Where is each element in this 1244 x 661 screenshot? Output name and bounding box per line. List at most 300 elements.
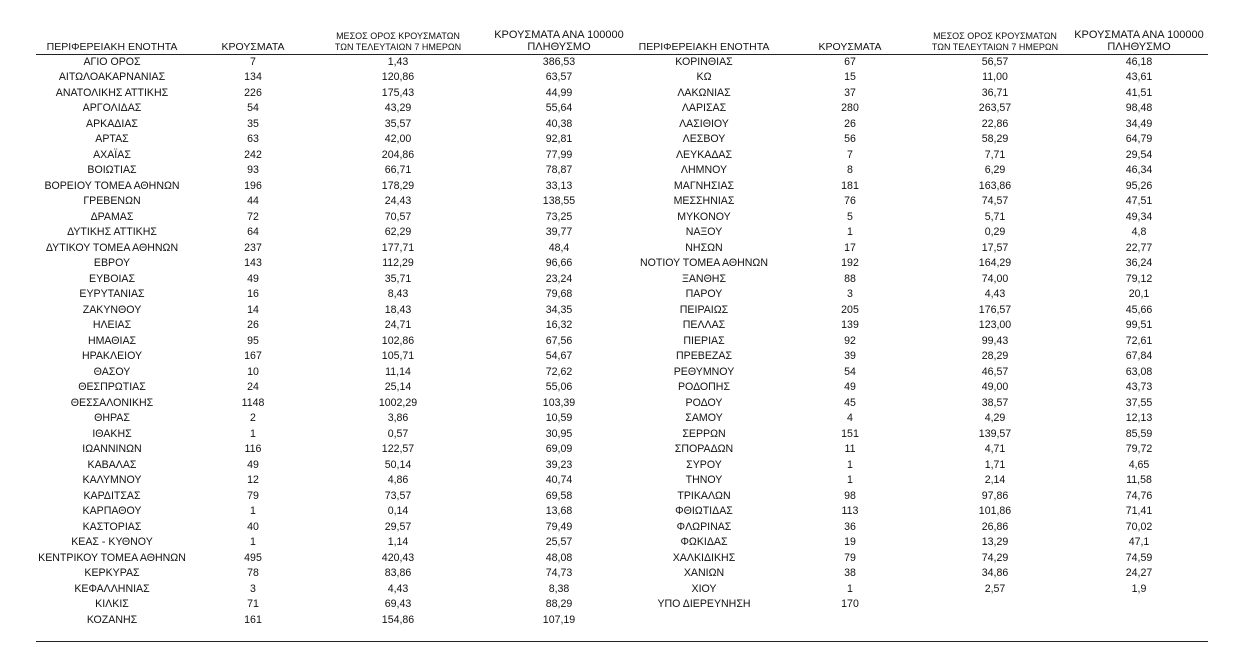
table-row [36,551,640,567]
average-cell: 17,57 [981,241,1009,254]
cases-cell: 16 [247,288,259,300]
average-cell: 38,57 [981,396,1009,409]
left-table-block [36,20,640,628]
average-cell: 74,00 [981,272,1009,285]
table-row [628,272,1208,288]
region-cell: ΑΝΑΤΟΛΙΚΗΣ ΑΤΤΙΚΗΣ [55,86,169,99]
average-cell: 1002,29 [378,396,418,409]
table-row [36,54,640,70]
average-cell: 122,57 [381,443,415,455]
region-cell: ΧΙΟΥ [691,582,717,595]
cases-cell: 5 [847,210,853,223]
per-100000-cell: 8,38 [548,582,570,595]
region-cell: ΡΟΔΟΥ [685,396,723,409]
table-row [36,380,640,396]
cases-cell: 237 [244,241,262,254]
average-cell: 0,29 [984,226,1006,238]
cases-cell: 54 [844,365,856,378]
per-100000-cell: 138,55 [542,195,576,207]
per-100000-cell: 22,77 [1125,241,1153,254]
region-cell: ΚΑΛΥΜΝΟΥ [82,474,142,486]
bottom-divider [36,641,1208,642]
header-cases: ΚΡΟΥΣΜΑΤΑ [188,20,318,54]
per-100000-cell: 74,59 [1125,551,1153,564]
table-row [628,287,1208,303]
cases-cell: 45 [844,396,856,409]
average-cell: 154,86 [381,613,415,626]
table-row [36,163,640,179]
table-row [628,210,1208,226]
cases-cell: 15 [844,71,856,83]
cases-cell: 1148 [241,396,265,409]
right-table-block [628,20,1208,613]
table-row [36,194,640,210]
table-row [36,473,640,489]
cases-cell: 19 [844,536,856,548]
per-100000-cell: 25,57 [545,536,573,548]
region-cell: ΕΥΡΥΤΑΝΙΑΣ [79,288,145,300]
cases-cell: 93 [247,164,259,176]
per-100000-cell: 73,25 [545,210,573,223]
cases-cell: 49 [247,272,259,285]
average-cell: 123,00 [978,319,1012,331]
average-cell: 8,43 [387,288,409,300]
region-cell: ΛΑΚΩΝΙΑΣ [677,86,731,99]
per-100000-cell: 39,77 [545,226,573,238]
cases-cell: 24 [247,381,259,393]
table-row [36,272,640,288]
per-100000-cell: 24,27 [1125,567,1153,579]
per-100000-cell: 88,29 [545,598,573,610]
average-cell: 163,86 [978,179,1012,192]
average-cell: 4,43 [387,582,409,595]
per-100000-cell: 79,68 [545,288,573,300]
per-100000-cell: 79,12 [1125,272,1153,285]
region-cell: ΤΡΙΚΑΛΩΝ [677,489,731,502]
per-100000-cell: 48,08 [545,551,573,564]
cases-cell: 38 [844,567,856,579]
table-row [36,117,640,133]
region-cell: ΠΡΕΒΕΖΑΣ [676,350,732,362]
average-cell: 11,14 [385,365,411,378]
table-row [628,442,1208,458]
table-row [36,489,640,505]
table-row [36,535,640,551]
table-row [628,334,1208,350]
region-cell: ΘΑΣΟΥ [93,365,131,378]
per-100000-cell: 43,61 [1125,71,1153,83]
region-cell: ΑΧΑΪΑΣ [93,148,131,161]
region-cell: ΝΟΤΙΟΥ ΤΟΜΕΑ ΑΘΗΝΩΝ [639,257,769,269]
per-100000-cell: 96,66 [545,257,573,269]
average-cell: 69,43 [384,598,412,610]
table-row [36,520,640,536]
cases-cell: 226 [244,86,262,99]
average-cell: 50,14 [384,458,412,471]
region-cell: ΚΟΡΙΝΘΙΑΣ [675,55,733,68]
table-row [36,504,640,520]
cases-cell: 14 [247,303,259,316]
table-row [628,132,1208,148]
right-table-body [628,54,1208,613]
table-row [36,86,640,102]
table-row [36,287,640,303]
region-cell: ΦΛΩΡΙΝΑΣ [676,520,732,533]
cases-cell: 71 [247,598,259,610]
per-100000-cell: 79,72 [1125,443,1153,455]
per-100000-cell: 67,84 [1125,350,1153,362]
per-100000-cell: 41,51 [1125,86,1153,99]
cases-cell: 1 [847,458,853,471]
header-per-100000 [1070,20,1208,54]
header-per-line2: ΠΛΗΘΥΣΜΟ [1107,40,1171,53]
table-row [36,458,640,474]
region-cell: ΞΑΝΘΗΣ [681,272,727,285]
table-row [36,132,640,148]
table-row [628,70,1208,86]
per-100000-cell: 34,35 [545,303,573,316]
region-cell: ΧΑΝΙΩΝ [683,567,725,579]
per-100000-cell: 20,1 [1128,288,1150,300]
average-cell: 2,14 [984,474,1006,486]
table-row [628,582,1208,598]
cases-cell: 1 [250,505,256,517]
per-100000-cell: 13,68 [545,505,573,517]
region-cell: ΚΑΣΤΟΡΙΑΣ [82,520,142,533]
left-table-body [36,54,640,628]
cases-cell: 78 [247,567,259,579]
cases-cell: 17 [844,241,856,254]
average-cell: 29,57 [384,520,412,533]
table-row [628,303,1208,319]
average-cell: 176,57 [978,303,1012,316]
region-cell: ΔΡΑΜΑΣ [90,210,134,223]
header-avg-line1: ΜΕΣΟΣ ΟΡΟΣ ΚΡΟΥΣΜΑΤΩΝ [933,30,1057,41]
right-header-row [628,20,1208,54]
per-100000-cell: 54,67 [545,350,573,362]
average-cell: 43,29 [384,102,412,114]
region-cell: ΑΓΙΟ ΟΡΟΣ [83,55,141,68]
header-per-line1: ΚΡΟΥΣΜΑΤΑ ΑΝΑ 100000 [494,28,624,41]
region-cell: ΒΟΡΕΙΟΥ ΤΟΜΕΑ ΑΘΗΝΩΝ [44,179,180,192]
average-cell: 4,86 [387,474,409,486]
per-100000-cell: 67,56 [545,334,573,347]
cases-cell: 35 [247,117,259,130]
cases-cell: 54 [247,102,259,114]
table-row [628,117,1208,133]
average-cell: 178,29 [381,179,415,192]
average-cell: 112,29 [382,257,414,269]
average-cell: 0,14 [387,505,409,517]
table-row [36,349,640,365]
table-row [36,566,640,582]
cases-cell: 181 [841,179,859,192]
average-cell: 73,57 [384,489,412,502]
region-cell: ΝΗΣΩΝ [685,241,723,254]
table-row [628,473,1208,489]
cases-cell: 2 [250,412,256,424]
right-cases-table [628,20,1208,613]
header-7day-average [318,20,478,54]
table-row [628,194,1208,210]
average-cell: 49,00 [981,381,1009,393]
cases-cell: 196 [244,179,262,192]
average-cell: 420,43 [381,551,415,564]
average-cell: 66,71 [384,164,412,176]
table-row [36,442,640,458]
per-100000-cell: 40,38 [545,117,573,130]
header-cases: ΚΡΟΥΣΜΑΤΑ [780,20,920,54]
average-cell: 34,86 [981,567,1009,579]
region-cell: ΛΗΜΝΟΥ [680,164,728,176]
table-row [628,551,1208,567]
average-cell: 26,86 [981,520,1009,533]
region-cell: ΛΑΣΙΘΙΟΥ [679,117,729,130]
region-cell: ΚΕΑΣ - ΚΥΘΝΟΥ [71,536,153,548]
per-100000-cell: 1,9 [1131,582,1147,595]
cases-cell: 192 [841,257,859,269]
cases-cell: 64 [247,226,259,238]
per-100000-cell: 46,18 [1125,55,1153,68]
cases-cell: 37 [844,86,856,99]
per-100000-cell: 74,76 [1125,489,1153,502]
per-100000-cell: 98,48 [1125,102,1153,114]
region-cell: ΜΑΓΝΗΣΙΑΣ [673,179,735,192]
average-cell: 4,29 [984,412,1006,424]
per-100000-cell: 33,13 [545,179,573,192]
cases-cell: 63 [247,133,259,145]
region-cell: ΠΕΙΡΑΙΩΣ [679,303,729,316]
table-row [36,597,640,613]
region-cell: ΚΩ [696,71,712,83]
cases-cell: 44 [247,195,259,207]
table-row [36,613,640,629]
table-row [628,225,1208,241]
cases-cell: 11 [844,443,856,455]
table-row [628,396,1208,412]
average-cell: 36,71 [981,86,1009,99]
cases-cell: 7 [847,148,853,161]
per-100000-cell: 40,74 [545,474,573,486]
per-100000-cell: 46,34 [1125,164,1153,176]
cases-cell: 98 [844,489,856,502]
average-cell: 24,71 [384,319,412,331]
table-row [36,225,640,241]
per-100000-cell: 47,51 [1125,195,1153,207]
average-cell: 102,86 [381,334,415,347]
region-cell: ΜΥΚΟΝΟΥ [677,210,731,223]
region-cell: ΑΡΚΑΔΙΑΣ [86,117,138,130]
region-cell: ΗΛΕΙΑΣ [92,319,132,331]
per-100000-cell: 4,8 [1131,226,1147,238]
table-row [628,163,1208,179]
per-100000-cell: 48,4 [548,241,570,254]
per-100000-cell: 12,13 [1125,412,1153,424]
table-row [36,303,640,319]
table-row [628,86,1208,102]
cases-cell: 92 [844,334,856,347]
table-row [36,70,640,86]
cases-cell: 143 [244,257,262,269]
table-row [628,54,1208,70]
header-region: ΠΕΡΙΦΕΡΕΙΑΚΗ ΕΝΟΤΗΤΑ [628,20,780,54]
region-cell: ΠΙΕΡΙΑΣ [683,334,725,347]
table-row [628,148,1208,164]
table-row [628,427,1208,443]
per-100000-cell: 43,73 [1125,381,1153,393]
region-cell: ΡΟΔΟΠΗΣ [677,381,731,393]
cases-cell: 4 [847,412,853,424]
per-100000-cell: 47,1 [1128,536,1150,548]
region-cell: ΣΥΡΟΥ [686,458,722,471]
region-cell: ΥΠΟ ΔΙΕΡΕΥΝΗΣΗ [657,598,751,610]
cases-cell: 26 [844,117,856,130]
cases-cell: 72 [247,210,259,223]
region-cell: ΧΑΛΚΙΔΙΚΗΣ [672,551,736,564]
table-row [628,349,1208,365]
table-row [628,318,1208,334]
table-row [36,101,640,117]
average-cell: 13,29 [981,536,1009,548]
cases-cell: 113 [841,505,859,517]
region-cell: ΚΑΒΑΛΑΣ [87,458,137,471]
per-100000-cell: 64,79 [1125,133,1153,145]
cases-cell: 49 [247,458,259,471]
per-100000-cell: 11,58 [1126,474,1152,486]
average-cell: 83,86 [384,567,412,579]
average-cell: 263,57 [978,102,1012,114]
per-100000-cell: 70,02 [1125,520,1153,533]
average-cell: 46,57 [981,365,1009,378]
average-cell: 139,57 [978,427,1012,440]
region-cell: ΚΕΡΚΥΡΑΣ [84,567,140,579]
average-cell: 4,43 [984,288,1006,300]
average-cell: 164,29 [978,257,1012,269]
region-cell: ΠΑΡΟΥ [685,288,723,300]
region-cell: ΝΑΞΟΥ [685,226,723,238]
cases-cell: 12 [247,474,259,486]
region-cell: ΚΑΡΠΑΘΟΥ [82,505,142,517]
per-100000-cell: 34,49 [1125,117,1153,130]
header-7day-average [920,20,1070,54]
average-cell: 1,71 [984,458,1006,471]
region-cell: ΦΘΙΩΤΙΔΑΣ [675,505,733,517]
region-cell: ΚΑΡΔΙΤΣΑΣ [83,489,141,502]
region-cell: ΔΥΤΙΚΟΥ ΤΟΜΕΑ ΑΘΗΝΩΝ [45,241,179,254]
per-100000-cell: 386,53 [542,55,576,68]
region-cell: ΕΒΡΟΥ [93,257,131,269]
table-row [628,256,1208,272]
average-cell: 24,43 [384,195,412,207]
region-cell: ΛΕΣΒΟΥ [682,133,726,145]
table-row [628,597,1208,613]
per-100000-cell: 77,99 [545,148,573,161]
average-cell: 74,29 [981,551,1009,564]
region-cell: ΘΕΣΣΑΛΟΝΙΚΗΣ [70,396,154,409]
cases-cell: 39 [844,350,856,362]
cases-cell: 242 [244,148,262,161]
average-cell: 35,71 [384,272,412,285]
per-100000-cell: 36,24 [1125,257,1153,269]
region-cell: ΣΑΜΟΥ [685,412,723,424]
per-100000-cell [1070,597,1208,613]
average-cell: 70,57 [384,210,412,223]
region-cell: ΜΕΣΣΗΝΙΑΣ [673,195,735,207]
cases-cell: 1 [847,474,853,486]
per-100000-cell: 72,62 [545,365,573,378]
average-cell [920,597,1070,613]
cases-cell: 49 [844,381,856,393]
table-row [628,535,1208,551]
header-per-line1: ΚΡΟΥΣΜΑΤΑ ΑΝΑ 100000 [1074,28,1204,41]
region-cell: ΚΙΛΚΙΣ [95,598,129,610]
average-cell: 120,86 [381,71,415,83]
average-cell: 62,29 [384,226,412,238]
table-row [36,365,640,381]
region-cell: ΛΕΥΚΑΔΑΣ [675,148,733,161]
average-cell: 28,29 [981,350,1009,362]
cases-cell: 7 [250,55,256,68]
average-cell: 42,00 [384,133,412,145]
average-cell: 5,71 [984,210,1006,223]
average-cell: 25,14 [384,381,412,393]
table-row [628,365,1208,381]
region-cell: ΙΩΑΝΝΙΝΩΝ [82,443,142,455]
cases-cell: 151 [841,427,859,440]
per-100000-cell: 69,58 [545,489,573,502]
table-row [36,396,640,412]
cases-cell: 495 [244,551,262,564]
per-100000-cell: 69,09 [545,443,573,455]
region-cell: ΛΑΡΙΣΑΣ [681,102,727,114]
cases-cell: 88 [844,272,856,285]
per-100000-cell: 37,55 [1125,396,1153,409]
per-100000-cell: 44,99 [545,86,573,99]
region-cell: ΗΜΑΘΙΑΣ [87,334,137,347]
region-cell: ΠΕΛΛΑΣ [682,319,726,331]
region-cell: ΣΠΟΡΑΔΩΝ [674,443,734,455]
header-avg-line1: ΜΕΣΟΣ ΟΡΟΣ ΚΡΟΥΣΜΑΤΩΝ [336,30,460,41]
region-cell: ΤΗΝΟΥ [685,474,723,486]
cases-cell: 3 [250,582,256,595]
average-cell: 99,43 [981,334,1009,347]
table-row [628,179,1208,195]
table-row [628,504,1208,520]
header-region: ΠΕΡΙΦΕΡΕΙΑΚΗ ΕΝΟΤΗΤΑ [36,20,188,54]
per-100000-cell: 39,23 [545,458,573,471]
cases-cell: 1 [250,427,256,440]
cases-cell: 79 [844,551,856,564]
left-cases-table [36,20,640,628]
per-100000-cell: 85,59 [1125,427,1153,440]
per-100000-cell: 63,57 [545,71,573,83]
region-cell: ΗΡΑΚΛΕΙΟΥ [81,350,143,362]
region-cell: ΑΙΤΩΛΟΑΚΑΡΝΑΝΙΑΣ [58,71,166,83]
average-cell: 35,57 [384,117,412,130]
header-per-line2: ΠΛΗΘΥΣΜΟ [527,40,591,53]
region-cell: ΑΡΓΟΛΙΔΑΣ [82,102,142,114]
per-100000-cell: 78,87 [545,164,573,176]
cases-cell: 56 [844,133,856,145]
average-cell: 177,71 [381,241,415,254]
region-cell: ΕΥΒΟΙΑΣ [89,272,135,285]
table-row [36,256,640,272]
average-cell: 105,71 [381,350,415,362]
cases-cell: 36 [844,520,856,533]
per-100000-cell: 79,49 [545,520,573,533]
cases-cell: 134 [244,71,262,83]
region-cell: ΘΕΣΠΡΩΤΙΑΣ [78,381,146,393]
